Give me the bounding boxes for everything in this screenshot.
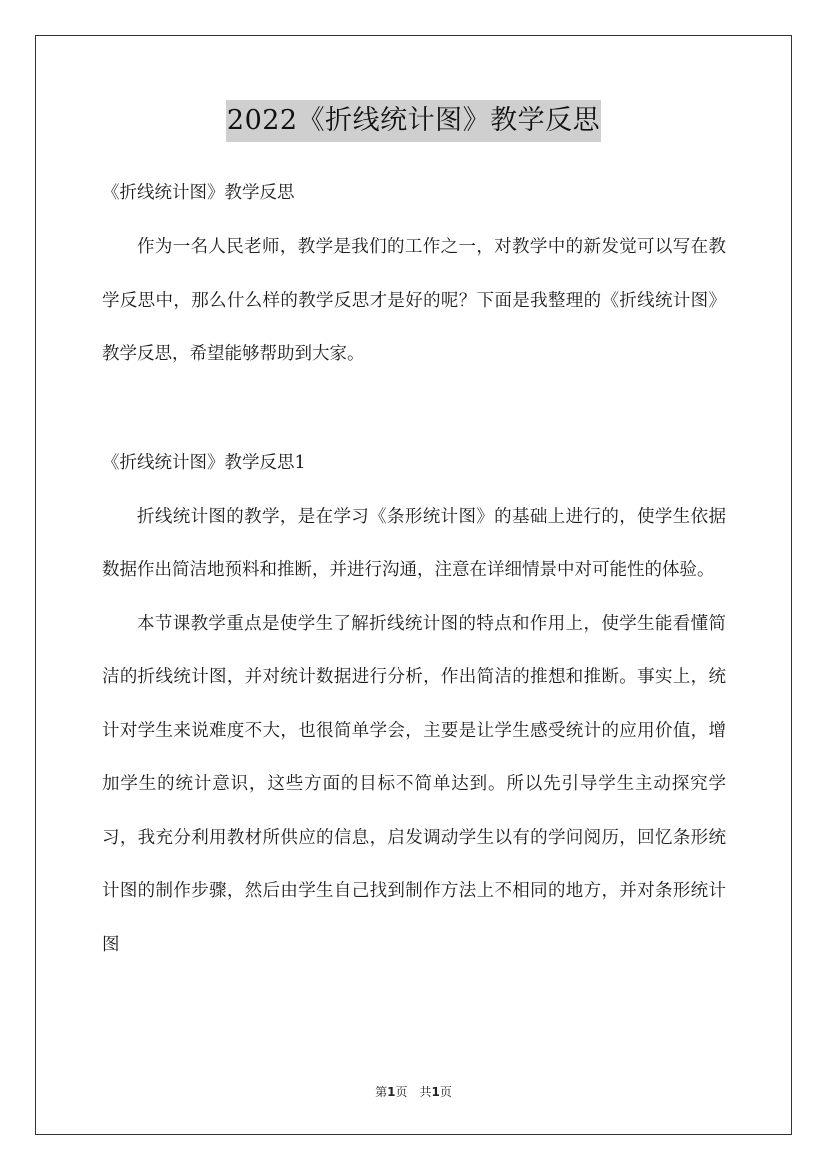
section1-paragraph-1: 折线统计图的教学，是在学习《条形统计图》的基础上进行的，使学生依据数据作出简洁地预料和推断，并进行沟通，注意在详细情景中对可能性的体验。 bbox=[102, 506, 726, 580]
page-suffix: 页 bbox=[395, 1085, 408, 1099]
page-number: 1 bbox=[387, 1085, 396, 1099]
intro-heading: 《折线统计图》教学反思 bbox=[102, 183, 295, 203]
total-prefix: 共 bbox=[419, 1085, 432, 1099]
section-spacer bbox=[102, 382, 726, 447]
total-pages: 1 bbox=[431, 1085, 440, 1099]
total-suffix: 页 bbox=[439, 1085, 452, 1099]
section1-heading: 《折线统计图》教学反思1 bbox=[102, 452, 306, 473]
spacer bbox=[102, 479, 726, 491]
intro-paragraph: 作为一名人民老师，教学是我们的工作之一，对教学中的新发觉可以写在教学反思中，那么什么样的教学反思才是好的呢？下面是我整理的《折线统计图》教学反思，希望能够帮助到大家。 bbox=[102, 237, 726, 364]
spacer bbox=[102, 209, 726, 221]
title-container bbox=[0, 100, 827, 142]
page-prefix: 第 bbox=[375, 1085, 388, 1099]
section1-paragraph-2: 本节课教学重点是使学生了解折线统计图的特点和作用上，使学生能看懂简洁的折线统计图，并对统计数据进行分析，作出简洁的推想和推断。事实上，统计对学生来说难度不大，也很简单学会，主要是让学生感受统计的应用价值，增加学生的统计意识，这些方面的目标不简单达到。所以先引导学生主动探究学习，我充分利用教材所供应的信息，启发调动学生以有的学问阅历，回忆条形统计图的制作步骤，然后由学生自己找到制作方法上不相同的地方，并对条形统计图 bbox=[102, 613, 726, 955]
document-body bbox=[102, 177, 726, 972]
document-title: 2022《折线统计图》教学反思 bbox=[226, 100, 601, 142]
page-footer bbox=[0, 1084, 827, 1100]
